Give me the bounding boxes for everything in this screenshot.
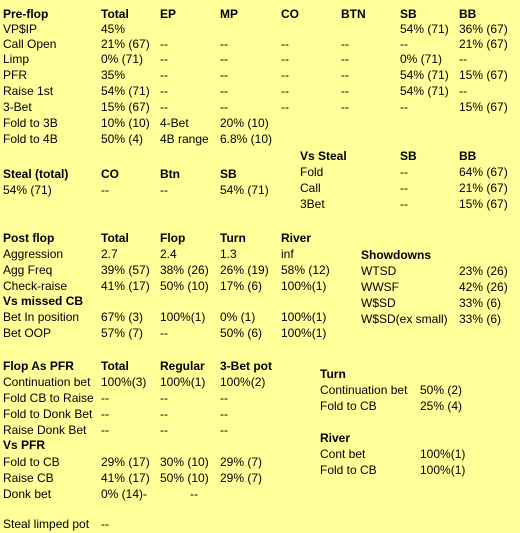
missed-cb-cell-flop: --	[160, 326, 168, 340]
flop-pfr-cell-3bet-pot: 100%(2)	[220, 375, 266, 389]
missed-cb-cell-turn: 50% (6)	[220, 326, 263, 340]
postflop-header-turn: Turn	[220, 231, 246, 245]
flop-pfr-row-label: Continuation bet	[3, 375, 91, 389]
missed-cb-cell-turn: 0% (1)	[220, 310, 256, 324]
flop-pfr-cell-regular: 100%(1)	[160, 375, 206, 389]
steal-header-sb: SB	[220, 167, 237, 181]
preflop-cell-co: --	[281, 52, 289, 66]
preflop-header-bb: BB	[459, 7, 477, 21]
preflop-cell-total: 21% (67)	[101, 37, 150, 51]
vs-pfr-cell-total: 0% (14)-	[101, 487, 148, 501]
vs-steal-cell-bb: 21% (67)	[459, 181, 508, 195]
river-title: River	[320, 431, 351, 445]
preflop-cell-total: 35%	[101, 68, 126, 82]
vs-pfr-cell-total: 29% (17)	[101, 455, 150, 469]
showdown-row-label: W$SD	[361, 296, 396, 310]
preflop-row-label: VP$IP	[3, 22, 38, 36]
flop-pfr-row-label: Fold CB to Raise	[3, 391, 94, 405]
preflop-header-sb: SB	[400, 7, 417, 21]
vs-steal-cell-bb: 15% (67)	[459, 197, 508, 211]
showdown-row-label: WWSF	[361, 280, 399, 294]
showdown-row-value: 23% (26)	[459, 264, 508, 278]
postflop-cell-turn: 1.3	[220, 247, 237, 261]
vs-pfr-cell-total: 41% (17)	[101, 471, 150, 485]
steal-sb-value: 54% (71)	[220, 183, 269, 197]
steal-limped-pot-value: --	[101, 517, 109, 531]
steal-btn-value: --	[160, 183, 168, 197]
preflop-cell-total: 15% (67)	[101, 100, 150, 114]
showdown-row-label: WTSD	[361, 264, 397, 278]
vs-pfr-cell-3bet-pot: 29% (7)	[220, 455, 263, 469]
preflop-cell-btn: --	[341, 52, 349, 66]
preflop-cell-mp: --	[220, 100, 228, 114]
turn-row-label: Fold to CB	[320, 399, 377, 413]
missed-cb-row-label: Bet In position	[3, 310, 80, 324]
vs-steal-header-bb: BB	[459, 149, 477, 163]
postflop-cell-flop: 2.4	[160, 247, 177, 261]
steal-total-title: Steal (total)	[3, 167, 69, 181]
postflop-title: Post flop	[3, 231, 55, 245]
vs-pfr-cell-regular: 50% (10)	[160, 471, 209, 485]
fold-to-4b-value: 50% (4)	[101, 132, 144, 146]
postflop-cell-river: 58% (12)	[281, 263, 330, 277]
flop-pfr-cell-total: --	[101, 407, 109, 421]
vs-steal-header-sb: SB	[400, 149, 417, 163]
turn-row-value: 50% (2)	[420, 383, 463, 397]
preflop-title: Pre-flop	[3, 7, 49, 21]
postflop-cell-turn: 17% (6)	[220, 279, 263, 293]
preflop-cell-co: --	[281, 84, 289, 98]
preflop-cell-ep: --	[160, 68, 168, 82]
steal-header-btn: Btn	[160, 167, 180, 181]
preflop-header-btn: BTN	[341, 7, 366, 21]
preflop-cell-ep: --	[160, 52, 168, 66]
flop-as-pfr-title: Flop As PFR	[3, 359, 74, 373]
flop-pfr-header-total: Total	[101, 359, 129, 373]
preflop-cell-mp: --	[220, 52, 228, 66]
preflop-cell-mp: --	[220, 37, 228, 51]
postflop-row-label: Agg Freq	[3, 263, 53, 277]
preflop-cell-sb: --	[400, 100, 408, 114]
preflop-row-label: PFR	[3, 68, 27, 82]
preflop-cell-btn: --	[341, 37, 349, 51]
four-bet-value: 20% (10)	[220, 116, 269, 130]
fold-to-3b-label: Fold to 3B	[3, 116, 58, 130]
postflop-row-label: Check-raise	[3, 279, 68, 293]
preflop-row-label: 3-Bet	[3, 100, 32, 114]
preflop-cell-co: --	[281, 100, 289, 114]
river-row-value: 100%(1)	[420, 447, 466, 461]
turn-row-label: Continuation bet	[320, 383, 408, 397]
preflop-cell-ep: --	[160, 84, 168, 98]
showdown-row-value: 33% (6)	[459, 312, 502, 326]
flop-pfr-row-label: Raise Donk Bet	[3, 423, 87, 437]
vs-steal-cell-sb: --	[400, 181, 408, 195]
postflop-cell-total: 41% (17)	[101, 279, 150, 293]
preflop-header-ep: EP	[160, 7, 177, 21]
preflop-cell-bb: 21% (67)	[459, 37, 508, 51]
preflop-cell-sb: --	[400, 37, 408, 51]
missed-cb-cell-flop: 100%(1)	[160, 310, 206, 324]
preflop-cell-bb: 36% (67)	[459, 22, 508, 36]
vs-pfr-cell-3bet-pot: 29% (7)	[220, 471, 263, 485]
flop-pfr-cell-3bet-pot: --	[220, 391, 228, 405]
preflop-header-total: Total	[101, 7, 129, 21]
postflop-cell-flop: 50% (10)	[160, 279, 209, 293]
vs-pfr-cell-regular: 30% (10)	[160, 455, 209, 469]
vs-steal-row-label: 3Bet	[300, 197, 325, 211]
flop-pfr-cell-regular: --	[160, 407, 168, 421]
vs-pfr-title: Vs PFR	[3, 438, 46, 452]
preflop-cell-ep: --	[160, 37, 168, 51]
vs-steal-row-label: Fold	[300, 165, 324, 179]
preflop-cell-total: 45%	[101, 22, 126, 36]
preflop-row-label: Limp	[3, 52, 30, 66]
preflop-row-label: Raise 1st	[3, 84, 54, 98]
postflop-cell-flop: 38% (26)	[160, 263, 209, 277]
flop-pfr-cell-total: 100%(3)	[101, 375, 147, 389]
vs-pfr-row-label: Fold to CB	[3, 455, 60, 469]
preflop-cell-sb: 0% (71)	[400, 52, 443, 66]
postflop-cell-total: 2.7	[101, 247, 118, 261]
fold-to-3b-value: 10% (10)	[101, 116, 150, 130]
showdown-row-value: 42% (26)	[459, 280, 508, 294]
preflop-cell-ep: --	[160, 100, 168, 114]
river-row-label: Cont bet	[320, 447, 366, 461]
preflop-cell-co: --	[281, 68, 289, 82]
preflop-cell-bb: 15% (67)	[459, 68, 508, 82]
preflop-cell-btn: --	[341, 84, 349, 98]
flop-pfr-cell-total: --	[101, 423, 109, 437]
postflop-cell-river: inf	[281, 247, 294, 261]
fold-to-4b-label: Fold to 4B	[3, 132, 58, 146]
flop-pfr-header-3bet-pot: 3-Bet pot	[220, 359, 272, 373]
missed-cb-cell-river: 100%(1)	[281, 310, 327, 324]
four-bet-label: 4-Bet	[160, 116, 189, 130]
preflop-cell-sb: 54% (71)	[400, 22, 449, 36]
preflop-header-co: CO	[281, 7, 299, 21]
preflop-row-label: Call Open	[3, 37, 57, 51]
vs-steal-cell-sb: --	[400, 165, 408, 179]
steal-total-value: 54% (71)	[3, 183, 52, 197]
missed-cb-cell-total: 57% (7)	[101, 326, 144, 340]
four-bet-range-value: 6.8% (10)	[220, 132, 273, 146]
steal-co-value: --	[101, 183, 109, 197]
preflop-cell-bb: --	[459, 52, 467, 66]
preflop-cell-bb: 15% (67)	[459, 100, 508, 114]
vs-pfr-cell-regular: --	[190, 487, 198, 501]
river-row-label: Fold to CB	[320, 463, 377, 477]
showdown-row-value: 33% (6)	[459, 296, 502, 310]
vs-pfr-row-label: Donk bet	[3, 487, 52, 501]
preflop-cell-total: 54% (71)	[101, 84, 150, 98]
missed-cb-cell-total: 67% (3)	[101, 310, 144, 324]
postflop-cell-river: 100%(1)	[281, 279, 327, 293]
preflop-cell-bb: --	[459, 84, 467, 98]
postflop-cell-turn: 26% (19)	[220, 263, 269, 277]
missed-cb-row-label: Bet OOP	[3, 326, 52, 340]
four-bet-range-label: 4B range	[160, 132, 209, 146]
flop-pfr-header-regular: Regular	[160, 359, 205, 373]
postflop-header-flop: Flop	[160, 231, 186, 245]
turn-title: Turn	[320, 367, 346, 381]
vs-steal-cell-sb: --	[400, 197, 408, 211]
turn-row-value: 25% (4)	[420, 399, 463, 413]
flop-pfr-row-label: Fold to Donk Bet	[3, 407, 93, 421]
preflop-header-mp: MP	[220, 7, 238, 21]
preflop-cell-co: --	[281, 37, 289, 51]
preflop-cell-btn: --	[341, 100, 349, 114]
postflop-header-total: Total	[101, 231, 129, 245]
preflop-cell-mp: --	[220, 68, 228, 82]
vs-pfr-row-label: Raise CB	[3, 471, 54, 485]
preflop-cell-mp: --	[220, 84, 228, 98]
flop-pfr-cell-total: --	[101, 391, 109, 405]
missed-cb-cell-river: 100%(1)	[281, 326, 327, 340]
river-row-value: 100%(1)	[420, 463, 466, 477]
steal-header-co: CO	[101, 167, 119, 181]
flop-pfr-cell-3bet-pot: --	[220, 407, 228, 421]
showdowns-title: Showdowns	[361, 248, 431, 262]
preflop-cell-sb: 54% (71)	[400, 84, 449, 98]
steal-limped-pot-label: Steal limped pot	[3, 517, 90, 531]
vs-steal-row-label: Call	[300, 181, 321, 195]
flop-pfr-cell-regular: --	[160, 391, 168, 405]
flop-pfr-cell-regular: --	[160, 423, 168, 437]
preflop-cell-btn: --	[341, 68, 349, 82]
postflop-header-river: River	[281, 231, 312, 245]
vs-missed-cb-title: Vs missed CB	[3, 294, 84, 308]
vs-steal-cell-bb: 64% (67)	[459, 165, 508, 179]
preflop-cell-sb: 54% (71)	[400, 68, 449, 82]
preflop-cell-total: 0% (71)	[101, 52, 144, 66]
vs-steal-title: Vs Steal	[300, 149, 347, 163]
postflop-cell-total: 39% (57)	[101, 263, 150, 277]
postflop-row-label: Aggression	[3, 247, 64, 261]
showdown-row-label: W$SD(ex small)	[361, 312, 448, 326]
flop-pfr-cell-3bet-pot: --	[220, 423, 228, 437]
